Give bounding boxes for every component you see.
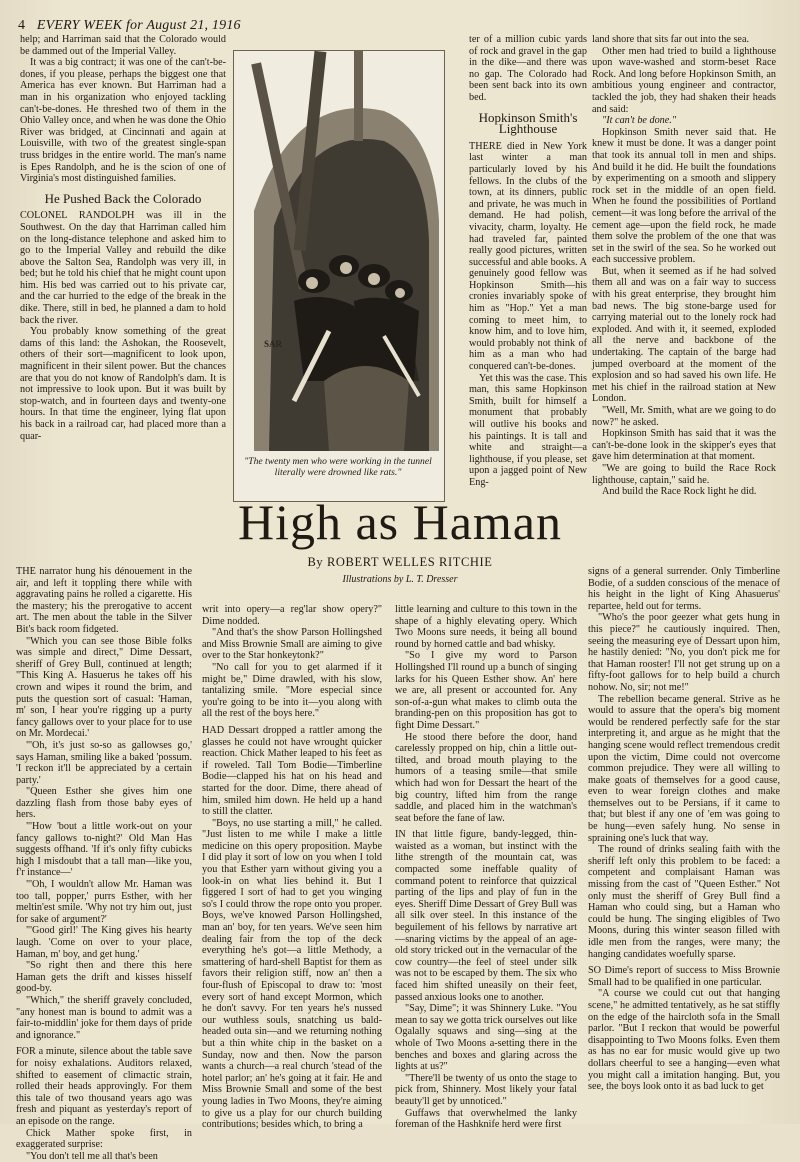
illustration <box>233 50 445 502</box>
paragraph: "You don't tell me all that's been <box>26 1150 158 1162</box>
paragraph: "'Oh, it's just so-so as gallowses go,' says Haman, smiling like a baked 'possum. 'I reckon it'll be appreciated by a certain party.' <box>16 739 192 786</box>
section-subhead: Hopkinson Smith's Lighthouse <box>478 109 578 137</box>
story-column-2 <box>202 604 382 1131</box>
story-byline: By ROBERT WELLES RITCHIE <box>307 555 493 569</box>
paragraph: And build the Race Rock light he did. <box>602 486 757 498</box>
paragraph: Chick Mather spoke first, in exaggerated surprise: <box>16 1127 192 1151</box>
paragraph: "'How 'bout a little work-out on your fancy gallows to-night?' Old Man Has suggests offhand. 'If it's only fifty cubicks high I misdoubt that a tall man—like you, f'r instance—' <box>16 821 192 879</box>
paragraph: "Which you can see those Bible folks was simple and direct," Dime Dessart, sheriff of Grey Bull, continued at length; "This King A. Hasuerus he takes off his crown and wipes it round the brim, and puts the question sort of casual: 'Haman, m' son, I hear you're rigging up a purty fancy gallows over to your place for to use on Mr. Mordecai.' <box>16 635 192 740</box>
story-column-1 <box>16 566 192 1162</box>
paragraph: Other men had tried to build a lighthouse upon wave-washed and storm-beset Race Rock. And long before Hopkinson Smith, an ambitious young engineer and contractor, tackled the job, they had shaken their heads and said: <box>592 45 776 115</box>
paragraph: THE narrator hung his dénouement in the air, and left it toppling there while with aggravating pains he rolled a cigarette. His the mastery; his the prerogative to accent art. The men about the table in the Silver Bit's back room fidgeted. <box>16 566 192 635</box>
paragraph: "So right then and there this here Haman gets the drift and kisses hisself good-by. <box>16 960 192 995</box>
paragraph: "Queen Esther she gives him one dazzling flash from those baby eyes of hers. <box>16 786 192 821</box>
story-title: High as Haman <box>237 494 563 550</box>
top-left-column <box>20 34 226 492</box>
paragraph: writ into opery—a reg'lar show opery?" Dime nodded. <box>202 604 382 627</box>
paragraph: "A course we could cut out that hanging scene," he admitted tentatively, as he sat stiffly on the edge of the haircloth sofa in the Small parlor. "But I reckon that would be powerful disappointing to Two Moons folks. Even them as has no ear for music would give up two dollars cheerful to see a hanging—even what you might call a imitation hanging. But, you see, the boys look onto it as bad luck to get <box>588 988 780 1093</box>
quote: "It can't be done." <box>602 115 677 127</box>
paragraph: "Well, Mr. Smith, what are we going to do now?" he asked. <box>592 405 776 428</box>
page-header <box>18 18 241 34</box>
page-number: 4 <box>18 18 26 33</box>
top-right-column <box>592 34 776 498</box>
paragraph: "'Oh, I wouldn't allow Mr. Haman was too tall, popper,' purrs Esther, with her meltin'est smile. 'Why not try him out, just for sake of argument?' <box>16 879 192 925</box>
paragraph: "And that's the show Parson Hollingshed and Miss Brownie Small are aiming to give over to the Star honkeytonk?" <box>202 627 382 662</box>
paragraph: signs of a general surrender. Only Timberline Bodie, of a sudden conscious of the menace of his height in the light of King Ahasuerus' repartee, held out for terms. <box>588 566 780 612</box>
paragraph: SO Dime's report of success to Miss Brownie Small had to be qualified in one particular. <box>588 965 780 988</box>
paragraph: "Say, Dime"; it was Shinnery Luke. "You mean to say we gotta trick ourselves out like Ogalally squaws and sing—sing at the whole of Two Moons a-setting there in the benches and boxes and glaring across the lights at us?" <box>395 1003 577 1073</box>
illustration-drawing <box>234 51 444 451</box>
paragraph: FOR a minute, silence about the table save for noisy exhalations. Auditors relaxed, shifted to easement of climactic strain, rolled their heads approvingly. For them this tale of two thousand years ago was fresh and piquant as yesterday's report of an episode on the range. <box>16 1046 192 1127</box>
paragraph: HAD Dessart dropped a rattler among the glasses he could not have wrought quicker reaction. Chick Mather leaped to his feet as if roweled. Tall Tom Bodie—Timberline Bodie—clapped his hat on his head and started for the door. Dime, there ahead of him, smiled him down. He held up a hand to still the clatter. <box>202 724 382 818</box>
paragraph: "Which," the sheriff gravely concluded, "any honest man is bound to admit was a fair-to-middlin' joke for them days of pride and ignorance." <box>16 994 192 1041</box>
paragraph: "So I give my word to Parson Hollingshed I'll round up a bunch of singing larks for his Queen Esther show. An' here we are, all present or accounted for. Any son-of-a-gun what makes to climb outa the branding-pen on this proposition has got to fight Dime Dessart." <box>395 650 577 731</box>
paragraph: "There'll be twenty of us onto the stage to pick from, Shinnery. Most likely your fatal beauty'll get by unnoticed." <box>395 1072 577 1107</box>
artist-signature: SAR <box>264 339 283 349</box>
paragraph: Yet this was the case. This man, this same Hopkinson Smith, built for himself a monument that probably will outlive his books and his paintings. It is tall and white and straight—a lighthouse, if you please, set upon a jagged point of New Eng- <box>469 372 587 488</box>
illustration-credit: Illustrations by L. T. Dresser <box>342 574 458 585</box>
paragraph: ter of a million cubic yards of rock and gravel in the gap in the dike—and there was no gap. The Colorado had been sent back into its own bed. <box>469 34 587 103</box>
paragraph: IN that little figure, bandy-legged, thin-waisted as a woman, but instinct with the lithe strength of the mountain cat, was compacted some ineffable quality of command potent to reinforce that quizzical parting of the lips and play of fun in the eyes. Sheriff Dime Dessart of Grey Bull was all silk over steel. In this instance of the beguilement of his fellows by narrative art—snaring victims by the appeal of an age-old story tricked out in the vernacular of the cow country—the feel of steel under silk was not to be escaped by them. The six who faced him shifted uneasily on their feet, passed anxious looks one to another. <box>395 829 578 1003</box>
paragraph: But, when it seemed as if he had solved them all and was on a fair way to success with his great enterprise, they brought him bad news. The big stone-barge used for carrying material out to the lonely rock had exploded. And with it, it seemed, exploded all the nerve and backbone of the undertaking. The captain of the barge had jumped overboard at the moment of the explosion and so had saved his own life. He met his chief in the railroad station at New London. <box>592 265 776 405</box>
paragraph: Hopkinson Smith has said that it was the can't-be-done look in the skipper's eyes that gave him determination at that moment. <box>592 428 776 463</box>
paragraph: "No call for you to get alarmed if it might be," Dime drawled, with his slow, tantalizing smile. "More especial since you're going to be into it—you along with all the rest of the boys here." <box>202 661 382 720</box>
story-column-3 <box>395 604 578 1131</box>
issue-date: for August 21, 1916 <box>125 18 241 33</box>
paragraph: help; and Harriman said that the Colorado would be dammed out of the Imperial Valley. <box>20 34 226 57</box>
top-middle-column <box>469 34 587 492</box>
paragraph: The rebellion became general. Strive as he would to assure that the opera's big moment would be rendered perfectly safe for the star interpreting it, and argue as he might that the hanging scene would reflect tremendous credit upon the victim, Dime could not overcome common prejudice. They were all willing to make goats of themselves for a good cause, even to wear foreign clothes and make themselves out to be Persians, if it came to that; but blest if any one of 'em was going to be hung—even safely hung. No sense in spraining one's luck that way. <box>588 693 780 844</box>
section-subhead: He Pushed Back the Colorado <box>44 190 202 206</box>
paragraph: Hopkinson Smith never said that. He knew it must be done. It was a danger point that took its annual toll in men and ships. And build it he did. He built the foundations by experimenting on a smooth and slippery rock set in the middle of an open field. When he found the possibilities of Portland cement—it was long before the arrival of the cement age—upon the field rock, he made them solve the problem of the one that was set in the swirl of the sea. So he worked out each successive problem. <box>592 126 776 266</box>
paragraph: land shore that sits far out into the sea. <box>592 34 750 45</box>
paragraph: It was a big contract; it was one of the can't-be-dones, if you please, perhaps the biggest one that America has ever known. But Harriman had a man in his organization who enjoyed tackling can't-be-dones. He threshed two of them in the Ohio Valley once, and when he was done the Ohio River was bridged, at Cincinnati and again at Louisville, with two of the greatest single-span truss bridges in the entire world. The man's name is Epes Randolph, and he is the scion of one of Virginia's most distinguished families. <box>20 57 226 185</box>
illustration-caption: "The twenty men who were working in the tunnel literally were drowned like rats." <box>244 456 432 478</box>
paragraph: THERE died in New York last winter a man particularly loved by his fellows. In the clubs of the town, at its dinners, public and private, he was much in demand. He had polish, vivacity, charm, loyalty. He had traveled far, painted really good pictures, written successful and able books. A genuinely good fellow was Hopkinson Smith—his cronies invariably spoke of him as "Hop." Yet a man coming to meet him, to know him, and to love him, would probably not think of him as a man who had conquered can't-be-dones. <box>469 140 587 373</box>
paragraph: "'Good girl!' The King gives his hearty laugh. 'Come on over to your place, Haman, m' boy, and get hung.' <box>16 925 192 960</box>
paragraph: The round of drinks sealing faith with the sheriff left only this problem to be faced: a competent and complaisant Haman was missing from the cast of "Queen Esther." Not only must the sheriff of Grey Bull find a Haman who could sing, but a Haman who could be hung. The singing eligibles of Two Moons, during this winter season filled with idle men from the ranges, were many; the hanging candidates woefully sparse. <box>588 844 780 960</box>
paragraph: "We are going to build the Race Rock lighthouse, captain," said he. <box>592 462 776 486</box>
paragraph: Guffaws that overwhelmed the lanky foreman of the Hashknife herd were first <box>395 1107 577 1131</box>
magazine-name: EVERY WEEK <box>36 18 123 33</box>
story-column-4 <box>588 566 780 1114</box>
paragraph: little learning and culture to this town in the shape of a highly elevating opery. Which Two Moons sure needs, it being all bound round by horned cattle and bad whisky. <box>395 604 577 650</box>
paragraph: COLONEL RANDOLPH was ill in the Southwest. On the day that Harriman called him on the long-distance telephone and asked him to go to the Imperial Valley and rebuild the dike above the Salton Sea, Randolph was very ill, in bed; but he told his chief that he might count upon him. His bed was carried out to his private car, and the car hurried to the edge of the break in the dike. There, still in bed, he planned a dam to hold back the river. <box>20 210 226 326</box>
paragraph: "Who's the poor geezer what gets hung in this piece?" he cautiously inquired. Then, seeing the measuring eye of Dessart upon him, he hastily denied: "No, you don't pick me for that Haman rooster! I'll not get strung up on a fifty-foot gallows for to help build a church nohow. No, sir; not me!" <box>588 612 780 693</box>
paragraph: You probably know something of the great dams of this land: the Ashokan, the Roosevelt, others of their sort—magnificent to look upon, magnificent in their silent power. But the chances are that you do not know of Randolph's dam. It is not impressive to look upon. But it was built by stop-watch, and in fourteen days and twenty-one hours. In that time the engineer, lying flat upon his back in a railroad car, had placed more than a quar- <box>20 326 226 442</box>
paragraph: "Boys, no use starting a mill," he called. "Just listen to me while I make a little medicine on this opery proposition. Maybe I did play it sort of low on you when I told you that Esther yarn without giving you a look-in on what lies behind it. But I figgered I sort of had to get you winging so's I could throw the rope onto you proper. Boys, we've knowed Parson Hollingshed, man an' boy, for ten years. We've seen him dealing fair from the top of the deck everything he's got—a little Methody, a smattering of hard-shell Baptist for them as favors their religion stiff, now an' then a four-flush of Episcopal to draw to: 'most every sort of hand except Mormon, which he don't savvy. For ten years he's nussed our wuthless souls, snatching us bald-headed outa sin—and we returning nothing but a thin white chip in the basket on a Sunday, now and then. Now the parson wants a church—a real church 'stead of the hotel parlor; an' he's going at it fair. He and Miss Brownie Small and some of the best young ladies in Two Moons, they're aiming to give us a play for our church building contributions; besides which, to bring a <box>202 817 382 1131</box>
paragraph: He stood there before the door, hand carelessly propped on hip, chin a little out-tilted, and broad mouth playing to the humors of a teasing smile—that smile which had won for Dessart the heart of the big country, lifted him from the range saddle, and placed him in the watchman's seat before the fane of law. <box>395 731 577 824</box>
